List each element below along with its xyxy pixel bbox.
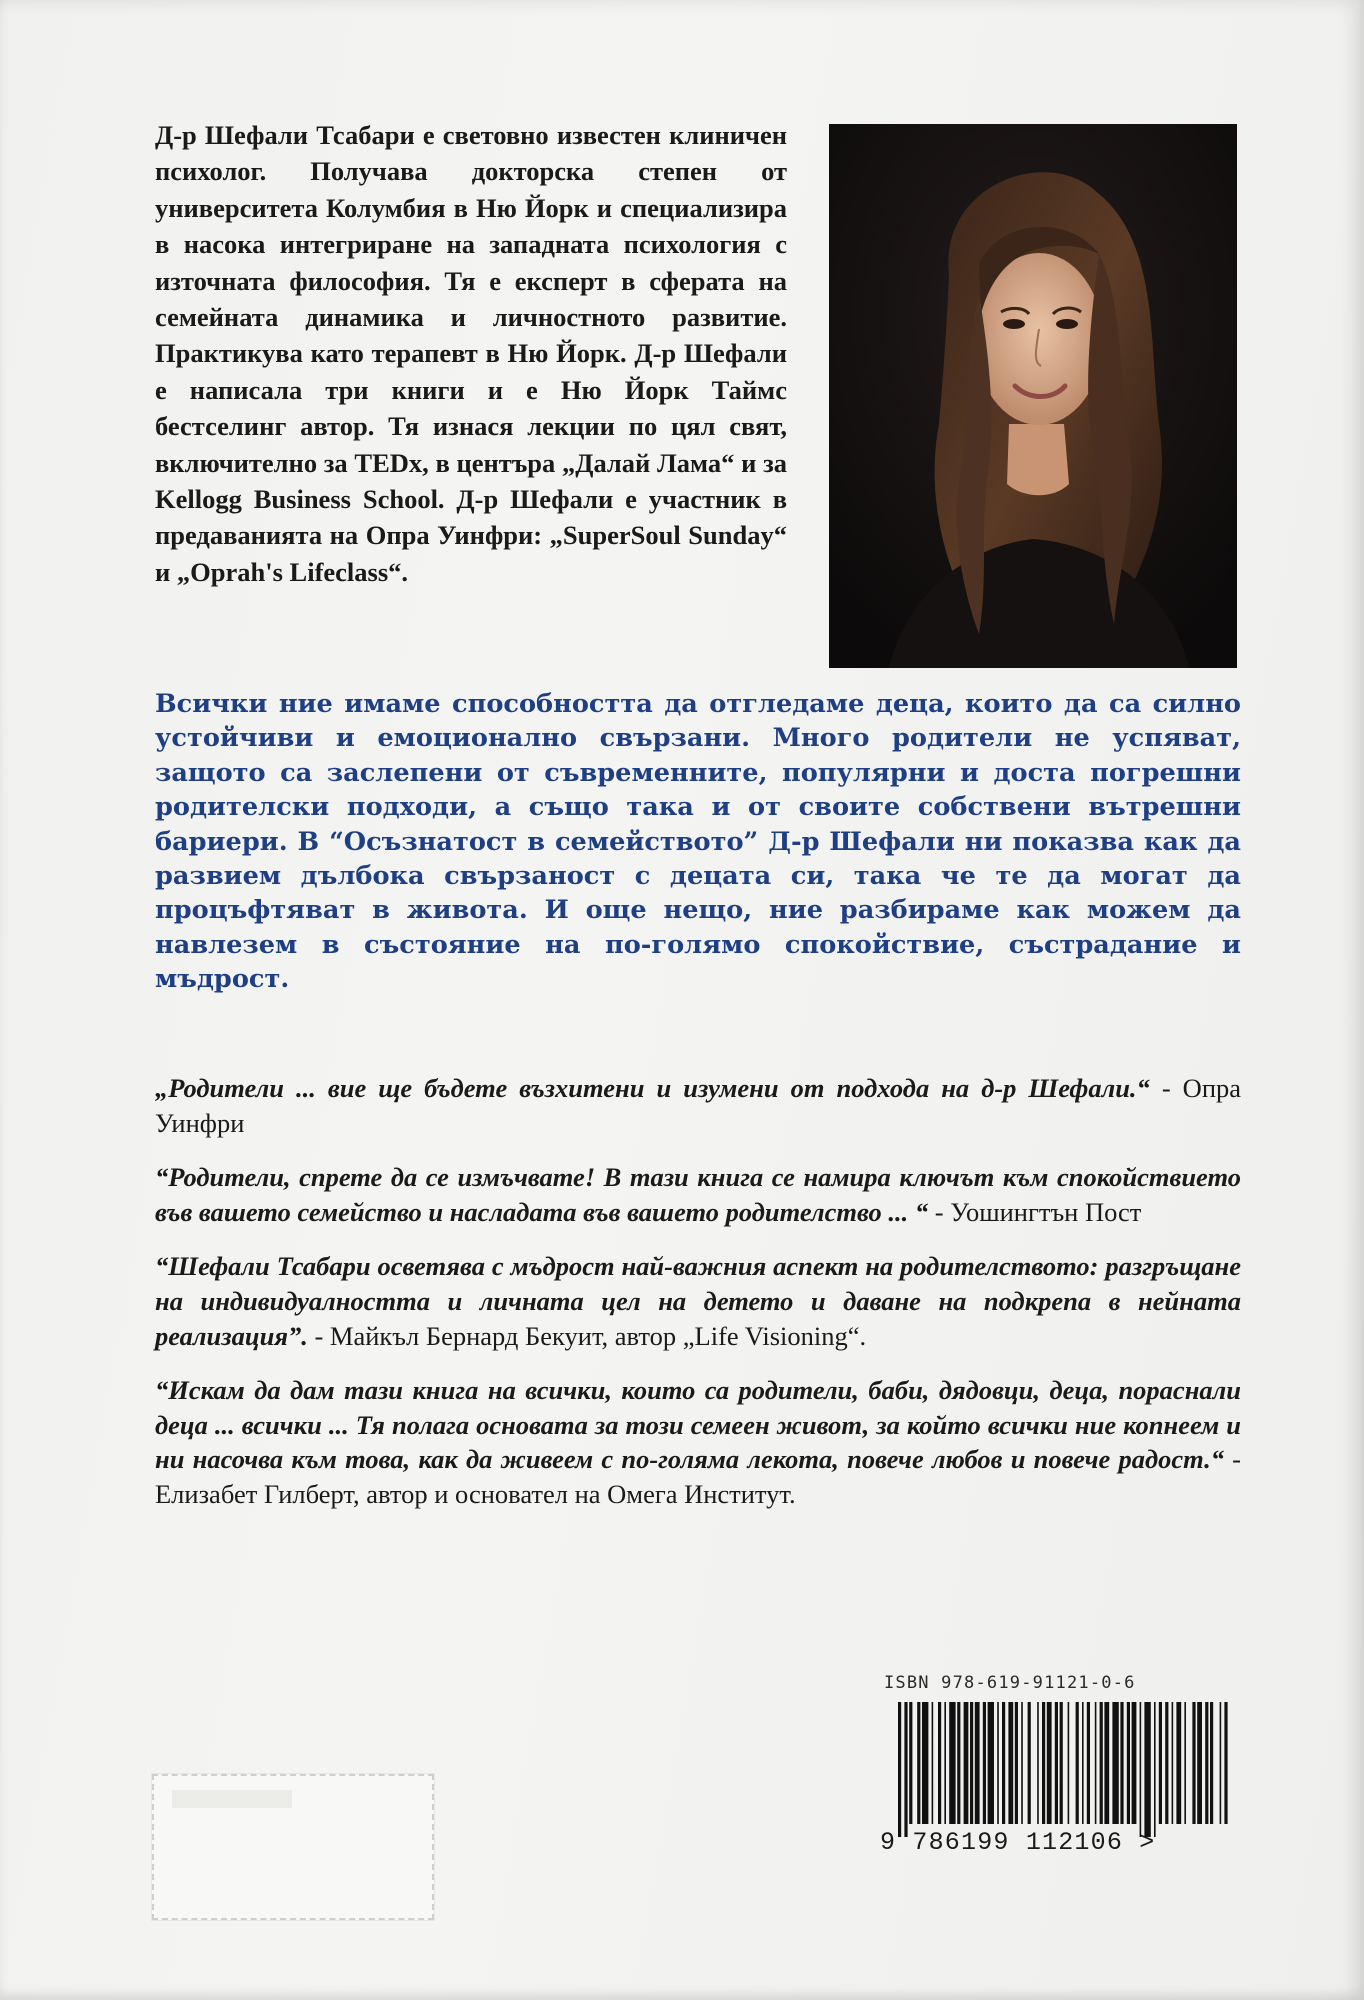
review-quotes — [155, 1071, 1241, 1532]
isbn-label: ISBN 978-619-91121-0-6 — [884, 1673, 1136, 1693]
barcode-bar — [1008, 1702, 1013, 1824]
quote-author: - Опра Уинфри — [155, 1073, 1242, 1138]
price-sticker-residue — [152, 1774, 434, 1920]
quote-author: - Майкъл Бернард Бекуит, автор „Life Visioning“. — [307, 1320, 867, 1351]
barcode-bar — [932, 1702, 934, 1824]
barcode-bar — [970, 1702, 973, 1824]
barcode-bar — [904, 1702, 907, 1837]
barcode-bars — [898, 1702, 1228, 1837]
quote-text: „Родители ... вие ще бъдете възхитени и изумени от подхода на д-р Шефали.“ — [155, 1073, 1150, 1103]
barcode-bar — [1112, 1702, 1118, 1824]
author-bio: Д-р Шефали Тсабари е световно известен клиничен психолог. Получава докторска степен от университета Колумбия в Ню Йорк и специализира в насока интегриране на западната психология с източната философия. Тя е експерт в сферата на семейната динамика и личностното развитие. Практикува като терапевт в Ню Йорк. Д-р Шефали е написала три книги и е Ню Йорк Таймс бестселинг автор. Тя изнася лекции по цял свят, включително за TEDx, в центъра „Далай Лама“ и за Kellogg Business School. Д-р Шефали е участник в предаванията на Опра Уинфри: „SuperSoul Sunday“ и „Oprah's Lifeclass“. — [155, 120, 787, 587]
barcode-bar — [1205, 1702, 1208, 1824]
barcode-bar — [997, 1702, 999, 1824]
barcode-bar — [1154, 1702, 1156, 1837]
barcode-bar — [1220, 1702, 1222, 1824]
barcode-bar — [1176, 1702, 1181, 1824]
barcode-bar — [957, 1702, 960, 1824]
review-quote — [155, 1071, 1241, 1140]
author-portrait-image — [829, 124, 1237, 668]
barcode-bar — [1082, 1702, 1084, 1824]
book-description: Всички ние имаме способността да отгледаме деца, които да са силно устойчиви и емоционално свързани. Много родители не успяват, защото са заслепени от съвременните, популярни и доста погрешни родителски подходи, а също така и от своите собствени вътрешни бариери. В “Осъзнатост в семейството” Д-р Шефали ни показва как да развием дълбока свързаност с децата си, така че те да могат да процъфтяват в живота. И още нещо, ние разбираме как можем да навлезем в състояние на по-голямо спокойствие, състрадание и мъдрост. — [155, 689, 1241, 995]
barcode-bar — [1159, 1702, 1162, 1824]
barcode-bar — [1224, 1702, 1227, 1824]
barcode-bar — [1037, 1702, 1039, 1824]
barcode-bar — [1095, 1702, 1097, 1824]
barcode-bar — [1192, 1702, 1195, 1824]
sticker-peel — [172, 1790, 292, 1808]
quote-author: - Уошингтън Пост — [928, 1196, 1142, 1227]
barcode-bar — [1144, 1702, 1150, 1837]
barcode-bar — [1042, 1702, 1045, 1824]
barcode-bar — [1021, 1702, 1023, 1824]
review-quote — [155, 1373, 1241, 1511]
barcode-bar — [1076, 1702, 1079, 1824]
quote-text: “Шефали Тсабари осветява с мъдрост най-важния аспект на родителството: разгръщане на индивидуалността и личната цел на детето и даване на подкрепа в нейната реализация”. — [155, 1251, 1241, 1351]
barcode-bar — [1060, 1702, 1063, 1824]
barcode-bar — [1127, 1702, 1130, 1824]
review-quote — [155, 1249, 1241, 1353]
barcode-bar — [964, 1702, 969, 1824]
barcode-bar — [922, 1702, 928, 1824]
quote-text: “Родители, спрете да се измъчвате! В тази книга се намира ключът към спокойствието във вашето семейство и насладата във вашето родителство ... “ — [155, 1162, 1241, 1227]
review-quote — [155, 1160, 1241, 1229]
barcode-bar — [1165, 1702, 1168, 1824]
barcode-bar — [1210, 1702, 1213, 1824]
quote-text: “Искам да дам тази книга на всички, които са родители, баби, дядовци, деца, пораснали деца ... всички ... Тя полага основата за този семеен живот, за който всички ние копнеем и ни насочва към това, как да живеем с по-голяма лекота, повече любов и повече радост.“ — [155, 1375, 1241, 1475]
barcode-bar — [949, 1702, 955, 1824]
barcode — [898, 1702, 1228, 1837]
barcode-bar — [944, 1702, 946, 1824]
barcode-bar — [1132, 1702, 1137, 1824]
barcode-digits: 9 786199 112106 > — [880, 1828, 1156, 1857]
barcode-bar — [983, 1702, 986, 1824]
barcode-bar — [909, 1702, 912, 1824]
barcode-bar — [1100, 1702, 1103, 1824]
barcode-bar — [1197, 1702, 1202, 1824]
barcode-bar — [938, 1702, 941, 1824]
barcode-bar — [1055, 1702, 1058, 1824]
barcode-bar — [1028, 1702, 1031, 1824]
barcode-bar — [1172, 1702, 1174, 1824]
barcode-bar — [1015, 1702, 1018, 1824]
barcode-bar — [1068, 1702, 1070, 1824]
barcode-bar — [917, 1702, 920, 1824]
barcode-bar — [988, 1702, 994, 1824]
barcode-bar — [1087, 1702, 1090, 1824]
barcode-bar — [1104, 1702, 1109, 1824]
barcode-bar — [1120, 1702, 1123, 1824]
author-photo — [829, 124, 1237, 668]
barcode-bar — [1140, 1702, 1142, 1837]
barcode-bar — [1002, 1702, 1005, 1824]
barcode-bar — [898, 1702, 901, 1837]
barcode-bar — [975, 1702, 980, 1824]
barcode-bar — [1047, 1702, 1052, 1824]
barcode-bar — [1184, 1702, 1186, 1824]
quote-author: - Елизабет Гилберт, автор и основател на Омега Институт. — [155, 1444, 1241, 1509]
